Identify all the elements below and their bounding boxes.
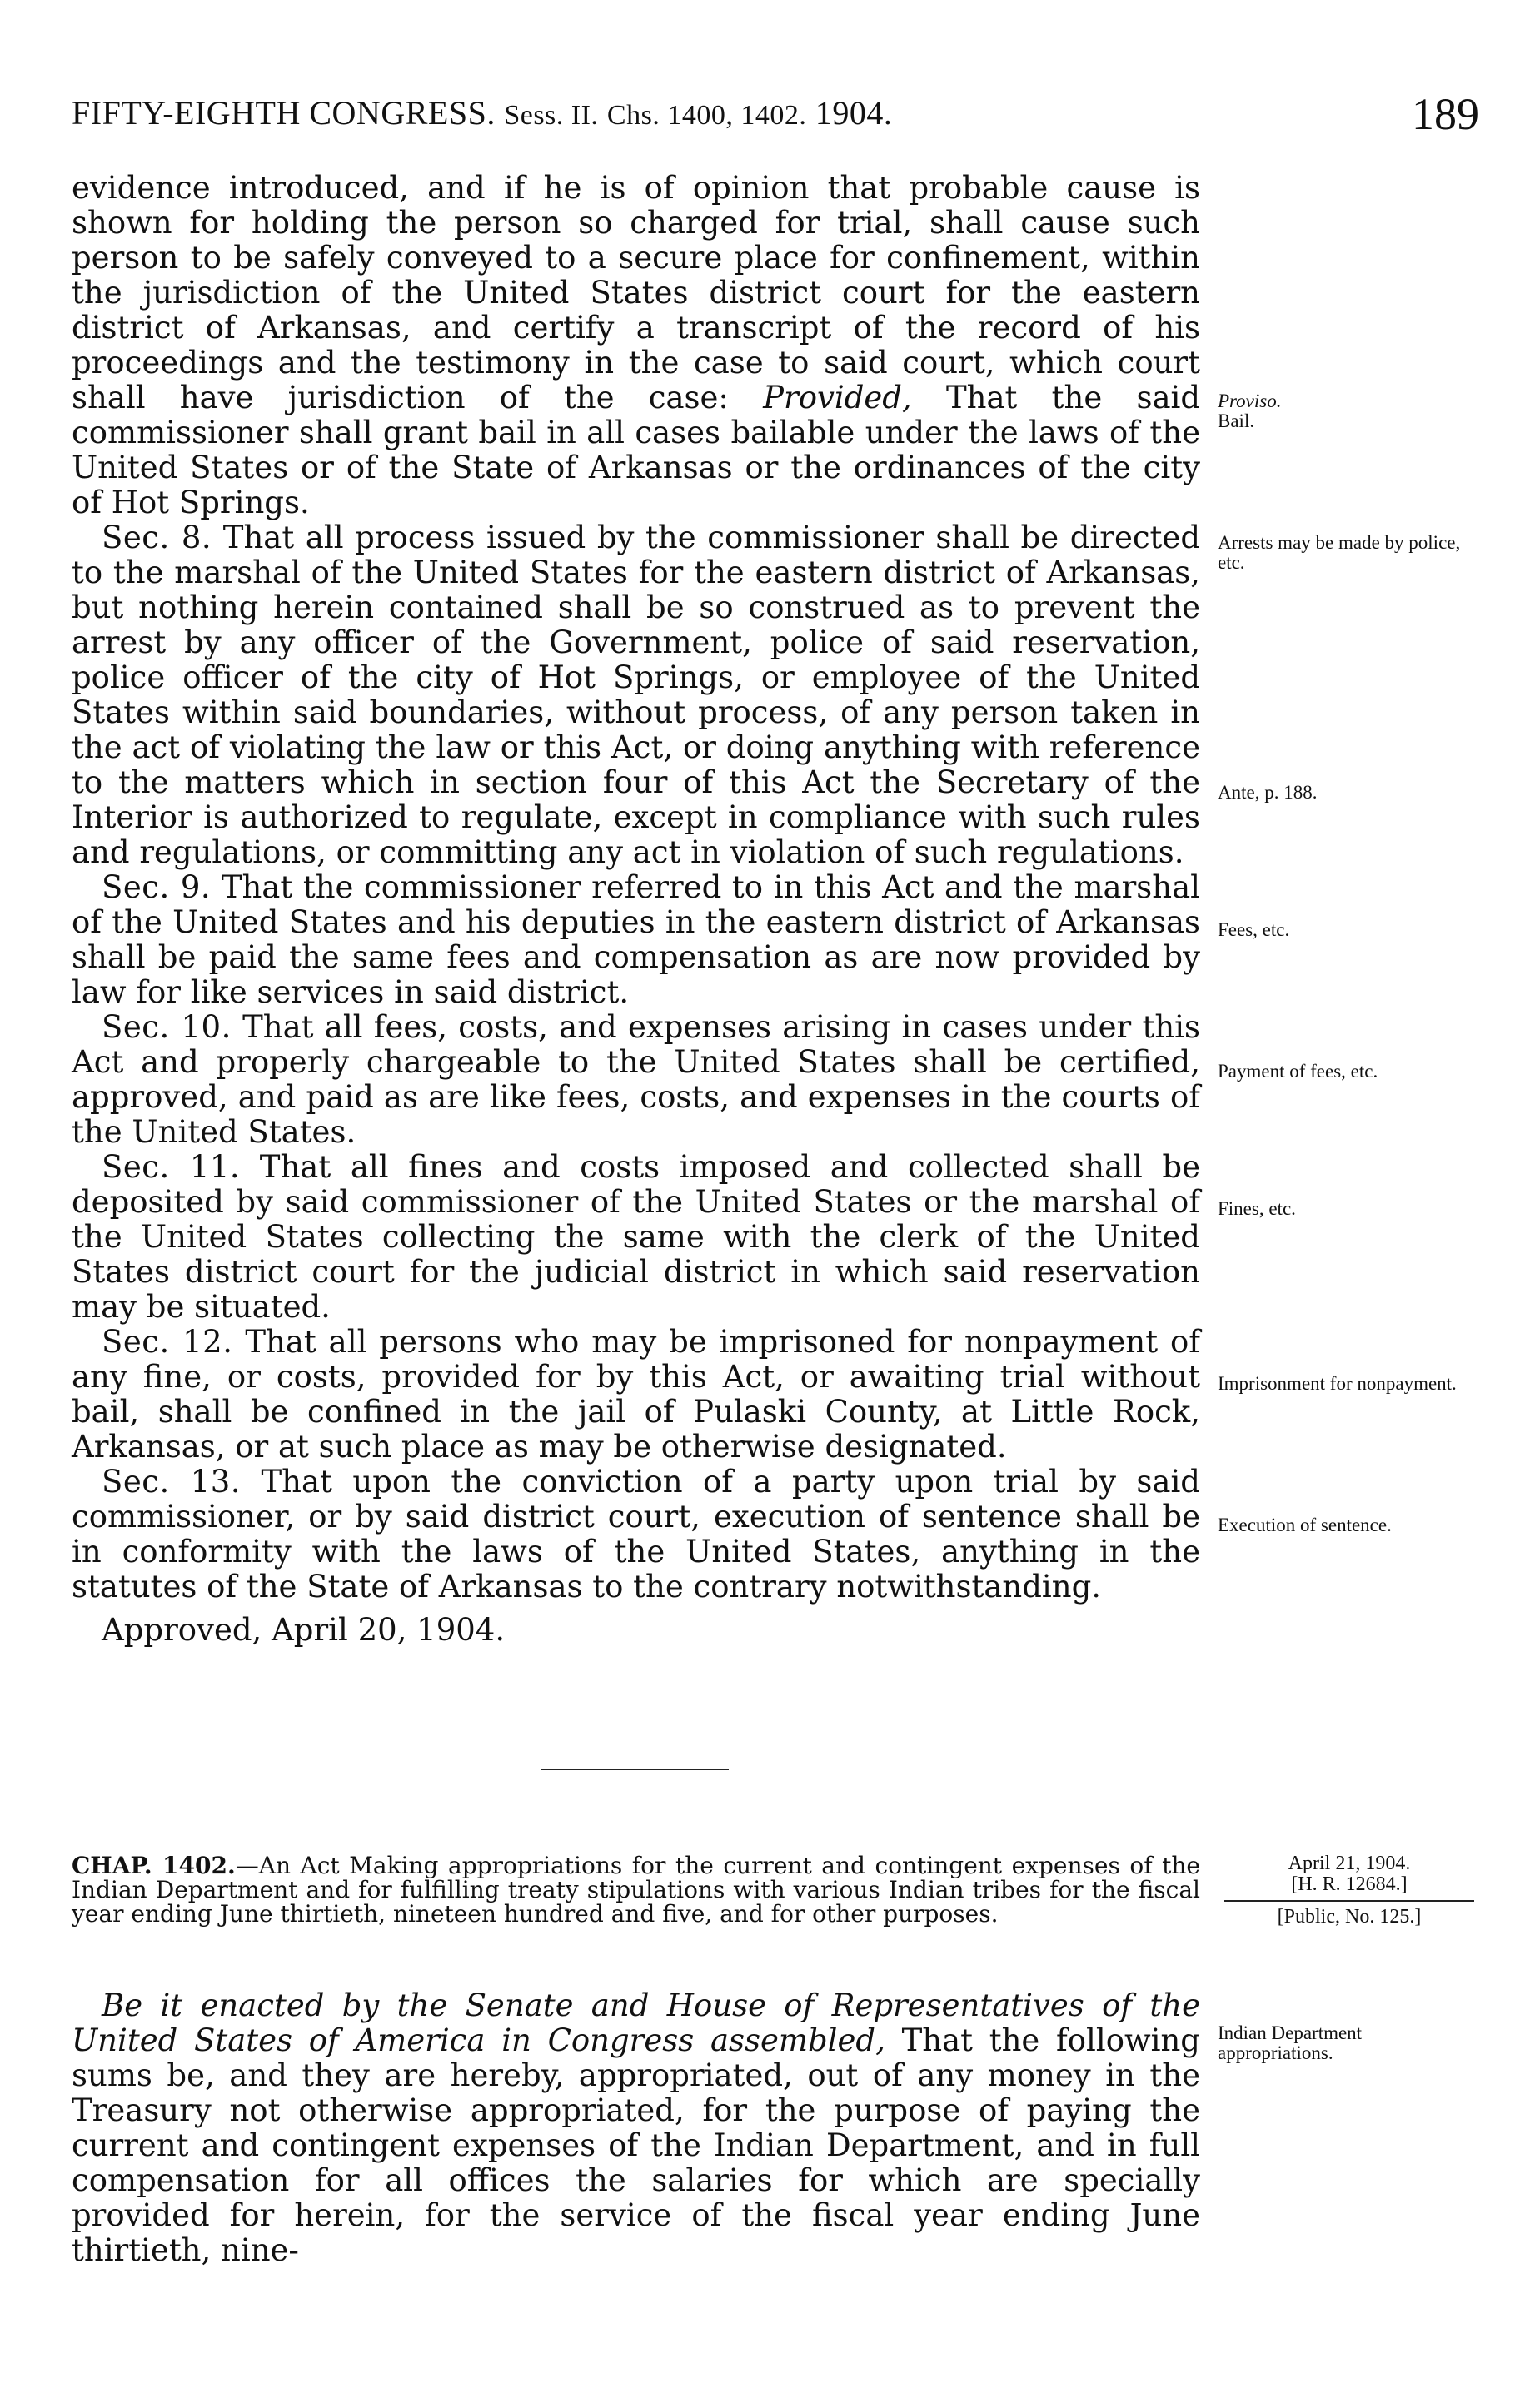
chapter-metadata <box>1224 1853 1474 1928</box>
section-label: Sec. 8. <box>102 520 212 555</box>
paragraph-continued: evidence introduced, and if he is of opinion that probable cause is shown for holding the person so charged for trial, shall cause such person to be safely conveyed to a secure place for confinement, within the jurisdiction of the United States district court for the eastern district of Arkansas, and certify a transcript of the record of his proceedings and the testimony in the case to said court, which court shall have jurisdiction of the case: Provided, That the said commissioner shall grant bail in all cases bailable under the laws of the United States or of the State of Arkansas or the ordinances of the city of Hot Springs. <box>72 170 1201 520</box>
margin-note-proviso: Proviso. Bail. <box>1218 391 1468 431</box>
section-11: Sec. 11. That all fines and costs imposed and collected shall be deposited by said commissioner of the United States or the marshal of the United States collecting the same with the clerk of the United States district court for the judicial district in which said reservation may be situated. <box>72 1149 1201 1325</box>
enacting-text: That the following sums be, and they are hereby, appropriated, out of any money in the Treasury not otherwise appropriated, for the purpose of paying the current and contingent expenses of the Indian Department, and in full compensation for all offices the salaries for which are specially provided for herein, for the service of the fiscal year ending June thirtieth, nine- <box>72 2022 1200 2268</box>
section-13: Sec. 13. That upon the conviction of a party upon trial by said commissioner, or by said district court, execution of sentence shall be in conformity with the laws of the United States, anything in the statutes of the State of Arkansas to the contrary notwithstanding. <box>72 1464 1200 1605</box>
enacting-section <box>72 1988 1200 2268</box>
session-label: Sess. II. <box>504 100 599 131</box>
page-header <box>72 89 1479 152</box>
running-head <box>72 93 892 132</box>
enacting-clause: Be it enacted by the Senate and House of Representatives of the United States of America in Congress assembled, <box>72 1988 1200 2058</box>
enacting-paragraph <box>72 1988 1200 2268</box>
margin-note-ante: Ante, p. 188. <box>1218 782 1318 803</box>
chapter-public-law: [Public, No. 125.] <box>1277 1906 1422 1928</box>
statute-text <box>72 171 1200 1648</box>
section-label: Sec. 11. <box>102 1149 241 1185</box>
approval-line: Approved, April 20, 1904. <box>102 1612 506 1648</box>
congress-label: FIFTY-EIGHTH CONGRESS. <box>72 94 496 132</box>
margin-note-arrests: Arrests may be made by police, etc. <box>1218 532 1461 573</box>
chapters-label: Chs. 1400, 1402. <box>606 100 807 131</box>
chapter-heading <box>72 1853 1200 1926</box>
section-9: Sec. 9. That the commissioner referred to in this Act and the marshal of the United States and his deputies in the eastern district of Arkansas shall be paid the same fees and compensation as are now provided by law for like services in said district. <box>72 869 1200 1010</box>
margin-note-execution: Execution of sentence. <box>1218 1515 1392 1535</box>
section-12: Sec. 12. That all persons who may be imprisoned for nonpayment of any fine, or costs, provided for by this Act, or awaiting trial without bail, shall be confined in the jail of Pulaski County, at Little Rock, Arkansas, or at such place as may be otherwise designated. <box>72 1324 1200 1465</box>
meta-divider <box>1224 1900 1474 1902</box>
chapter-title: —An Act Making appropriations for the current and contingent expenses of the Indian Department and for fulfilling treaty stipulations with various Indian tribes for the fiscal year ending June thirtieth, nineteen hundred and five, and for other purposes. <box>72 1852 1201 1928</box>
section-divider <box>541 1769 729 1770</box>
proviso-word: Provided, <box>763 380 912 415</box>
margin-note-bail: Bail. <box>1218 410 1255 431</box>
chapter-label: CHAP. 1402. <box>72 1852 236 1879</box>
chapter-bill: [H. R. 12684.] <box>1291 1873 1408 1895</box>
chapter-date: April 21, 1904. <box>1288 1853 1411 1874</box>
section-label: Sec. 12. <box>102 1324 233 1360</box>
margin-note-payment: Payment of fees, etc. <box>1218 1061 1378 1082</box>
margin-note-fines: Fines, etc. <box>1218 1198 1296 1219</box>
margin-note-indian: Indian Department appropriations. <box>1218 2022 1363 2063</box>
section-label: Sec. 9. <box>102 869 212 905</box>
section-8: Sec. 8. That all process issued by the commissioner shall be directed to the marshal of the United States for the eastern district of Arkansas, but nothing herein contained shall be so construed as to prevent the arrest by any officer of the Government, police of said reservation, police officer of the city of Hot Springs, or employee of the United States within said boundaries, without process, of any person taken in the act of violating the law or this Act, or doing anything with reference to the matters which in section four of this Act the Secretary of the Interior is authorized to regulate, except in compliance with such rules and regulations, or committing any act in violation of such regulations. <box>72 520 1201 870</box>
margin-note-fees: Fees, etc. <box>1218 919 1290 940</box>
section-label: Sec. 13. <box>102 1464 242 1500</box>
year-label: 1904. <box>815 94 893 132</box>
section-10: Sec. 10. That all fees, costs, and expenses arising in cases under this Act and properly chargeable to the United States shall be certified, approved, and paid as are like fees, costs, and expenses in the courts of the United States. <box>72 1009 1200 1150</box>
section-label: Sec. 10. <box>102 1009 232 1045</box>
margin-note-imprisonment: Imprisonment for nonpayment. <box>1218 1373 1457 1394</box>
page-number: 189 <box>1412 89 1479 139</box>
